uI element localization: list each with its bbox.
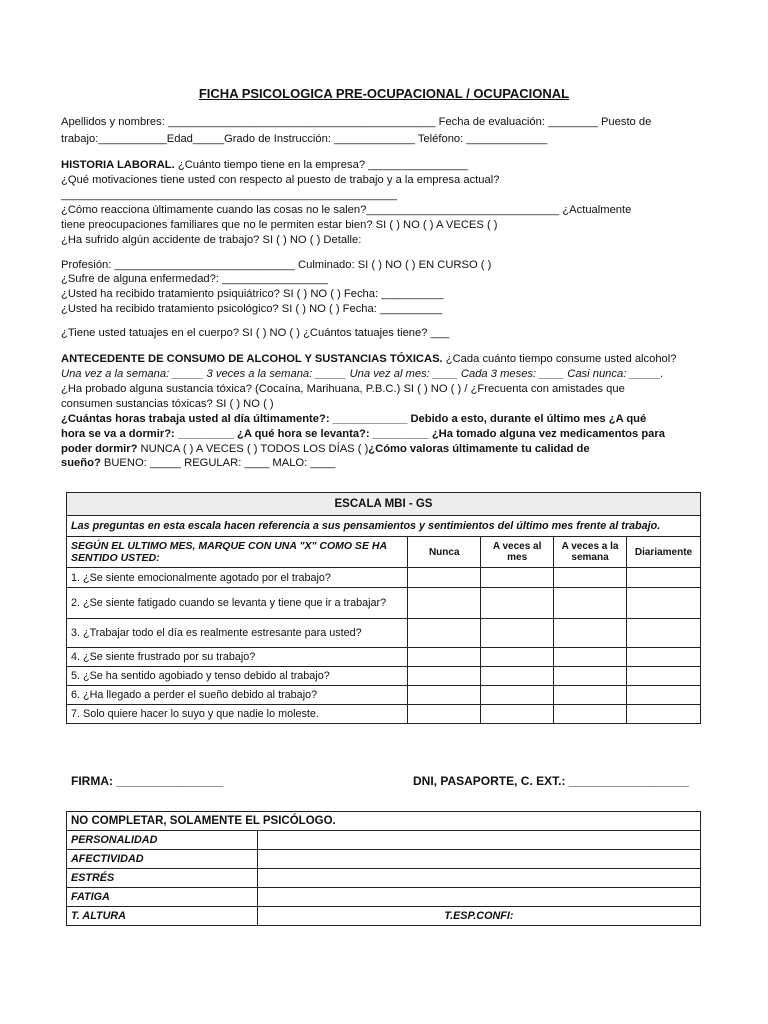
table-row xyxy=(67,869,701,888)
table-row xyxy=(67,831,701,850)
answer-cell[interactable] xyxy=(627,648,701,667)
line-sleep-quality xyxy=(61,456,335,470)
answer-cell[interactable] xyxy=(554,648,627,667)
line-friends: consumen sustancias tóxicas? SI ( ) NO ( ) xyxy=(61,398,274,410)
sleep-quality-options: BUENO: _____ REGULAR: ____ MALO: ____ xyxy=(100,457,336,469)
answer-cell[interactable] xyxy=(554,619,627,648)
table-row xyxy=(67,850,701,869)
value-cell[interactable] xyxy=(257,888,700,907)
question-text: 5. ¿Se ha sentido agobiado y tenso debido al trabajo? xyxy=(67,667,408,686)
mbi-description: Las preguntas en esta escala hacen referencia a sus pensamientos y sentimientos del último mes frente al trabajo. xyxy=(67,516,701,537)
col-header: A veces a la semana xyxy=(554,537,627,568)
answer-cell[interactable] xyxy=(627,686,701,705)
row-label: AFECTIVIDAD xyxy=(67,850,258,869)
answer-cell[interactable] xyxy=(481,619,554,648)
section-work-history: HISTORIA LABORAL. xyxy=(61,159,175,171)
answer-cell[interactable] xyxy=(554,686,627,705)
answer-cell[interactable] xyxy=(408,588,481,619)
answer-cell[interactable] xyxy=(627,619,701,648)
answer-cell[interactable] xyxy=(408,705,481,724)
answer-cell[interactable] xyxy=(627,667,701,686)
line-medication xyxy=(61,442,590,456)
work-history-q1: ¿Cuánto tiempo tiene en la empresa? ________________ xyxy=(174,159,468,171)
line-reaction: ¿Cómo reacciona últimamente cuando las cosas no le salen?_______________________________ ¿Actualmente xyxy=(61,204,632,216)
row-label: T. ALTURA xyxy=(67,907,258,926)
question-text: 7. Solo quiere hacer lo suyo y que nadie lo moleste. xyxy=(67,705,408,724)
mbi-instruction: SEGÚN EL ULTIMO MES, MARQUE CON UNA "X" COMO SE HA SENTIDO USTED: xyxy=(67,537,408,568)
answer-cell[interactable] xyxy=(408,568,481,588)
table-row xyxy=(67,705,701,724)
question-text: 3. ¿Trabajar todo el día es realmente estresante para usted? xyxy=(67,619,408,648)
medication-options: NUNCA ( ) A VECES ( ) TODOS LOS DÍAS ( ) xyxy=(137,443,369,455)
line-alcohol xyxy=(61,352,677,366)
answer-cell[interactable] xyxy=(408,619,481,648)
col-header: Diariamente xyxy=(627,537,701,568)
mbi-title: ESCALA MBI - GS xyxy=(67,493,701,516)
answer-cell[interactable] xyxy=(481,667,554,686)
answer-cell[interactable] xyxy=(481,705,554,724)
line-motivation: ¿Qué motivaciones tiene usted con respecto al puesto de trabajo y a la empresa actual? xyxy=(61,174,500,186)
line-sleep-time: hora se va a dormir?: _________ ¿A qué hora se levanta?: _________ ¿Ha tomado alguna vez medicamentos para xyxy=(61,428,665,440)
answer-cell[interactable] xyxy=(408,667,481,686)
value-cell[interactable] xyxy=(257,907,700,926)
line-illness: ¿Sufre de alguna enfermedad?: _________________ xyxy=(61,273,328,285)
psychologist-header: NO COMPLETAR, SOLAMENTE EL PSICÓLOGO. xyxy=(67,812,701,831)
row-label: FATIGA xyxy=(67,888,258,907)
section-alcohol: ANTECEDENTE DE CONSUMO DE ALCOHOL Y SUSTANCIAS TÓXICAS. xyxy=(61,353,443,365)
answer-cell[interactable] xyxy=(627,568,701,588)
answer-cell[interactable] xyxy=(554,667,627,686)
line-hours: ¿Cuántas horas trabaja usted al día últimamente?: ____________ Debido a esto, durante el último mes ¿A qué xyxy=(61,413,647,425)
sleep-quality-q: ¿Cómo valoras últimamente tu calidad de xyxy=(368,443,590,455)
value-cell[interactable] xyxy=(257,869,700,888)
tesp-label: T.ESP.CONFI: xyxy=(444,910,514,922)
answer-cell[interactable] xyxy=(481,648,554,667)
answer-cell[interactable] xyxy=(481,588,554,619)
answer-cell[interactable] xyxy=(627,588,701,619)
id-field[interactable]: DNI, PASAPORTE, C. EXT.: __________________ xyxy=(413,774,689,788)
sleep-quality-label: sueño? xyxy=(61,457,101,469)
alcohol-q1: ¿Cada cuánto tiempo consume usted alcohol? xyxy=(442,353,677,365)
mbi-table xyxy=(66,492,701,724)
line-blank: ______________________________________________________ xyxy=(61,189,397,201)
question-text: 6. ¿Ha llegado a perder el sueño debido al trabajo? xyxy=(67,686,408,705)
col-header: A veces al mes xyxy=(481,537,554,568)
line-tattoos: ¿Tiene usted tatuajes en el cuerpo? SI ( ) NO ( ) ¿Cuántos tatuajes tiene? ___ xyxy=(61,327,450,339)
line-profession: Profesión: _____________________________ Culminado: SI ( ) NO ( ) EN CURSO ( ) xyxy=(61,259,492,271)
line-psychological: ¿Usted ha recibido tratamiento psicológico? SI ( ) NO ( ) Fecha: __________ xyxy=(61,303,443,315)
psychologist-table xyxy=(66,811,701,926)
table-row xyxy=(67,568,701,588)
table-row xyxy=(67,619,701,648)
line-job: trabajo:___________Edad_____Grado de Instrucción: _____________ Teléfono: _____________ xyxy=(61,133,548,145)
table-row xyxy=(67,667,701,686)
question-text: 1. ¿Se siente emocionalmente agotado por el trabajo? xyxy=(67,568,408,588)
question-text: 2. ¿Se siente fatigado cuando se levanta y tiene que ir a trabajar? xyxy=(67,588,408,619)
answer-cell[interactable] xyxy=(554,705,627,724)
line-substance: ¿Ha probado alguna sustancia tóxica? (Cocaína, Marihuana, P.B.C.) SI ( ) NO ( ) / ¿Frecuenta con amistades que xyxy=(61,383,625,395)
value-cell[interactable] xyxy=(257,850,700,869)
table-row xyxy=(67,648,701,667)
line-names: Apellidos y nombres: ___________________________________________ Fecha de evaluación: ________ Puesto de xyxy=(61,116,652,128)
answer-cell[interactable] xyxy=(481,686,554,705)
table-row xyxy=(67,686,701,705)
line-work-history xyxy=(61,158,468,172)
row-label: ESTRÉS xyxy=(67,869,258,888)
answer-cell[interactable] xyxy=(481,568,554,588)
table-row xyxy=(67,907,701,926)
answer-cell[interactable] xyxy=(408,648,481,667)
answer-cell[interactable] xyxy=(554,588,627,619)
answer-cell[interactable] xyxy=(408,686,481,705)
answer-cell[interactable] xyxy=(627,705,701,724)
page-title: FICHA PSICOLOGICA PRE-OCUPACIONAL / OCUPACIONAL xyxy=(198,86,570,101)
line-family: tiene preocupaciones familiares que no le permiten estar bien? SI ( ) NO ( ) A VECES ( ) xyxy=(61,219,498,231)
col-header: Nunca xyxy=(408,537,481,568)
signature-field[interactable]: FIRMA: ________________ xyxy=(71,774,224,788)
line-frequency: Una vez a la semana: _____ 3 veces a la semana: _____ Una vez al mes: ____ Cada 3 meses: ____ Casi nunca: _____. xyxy=(61,368,664,380)
table-row xyxy=(67,588,701,619)
question-text: 4. ¿Se siente frustrado por su trabajo? xyxy=(67,648,408,667)
answer-cell[interactable] xyxy=(554,568,627,588)
row-label: PERSONALIDAD xyxy=(67,831,258,850)
table-row xyxy=(67,888,701,907)
line-accident: ¿Ha sufrido algún accidente de trabajo? SI ( ) NO ( ) Detalle: xyxy=(61,234,362,246)
medication-q: poder dormir? xyxy=(61,443,138,455)
line-psychiatric: ¿Usted ha recibido tratamiento psiquiátrico? SI ( ) NO ( ) Fecha: __________ xyxy=(61,288,444,300)
value-cell[interactable] xyxy=(257,831,700,850)
